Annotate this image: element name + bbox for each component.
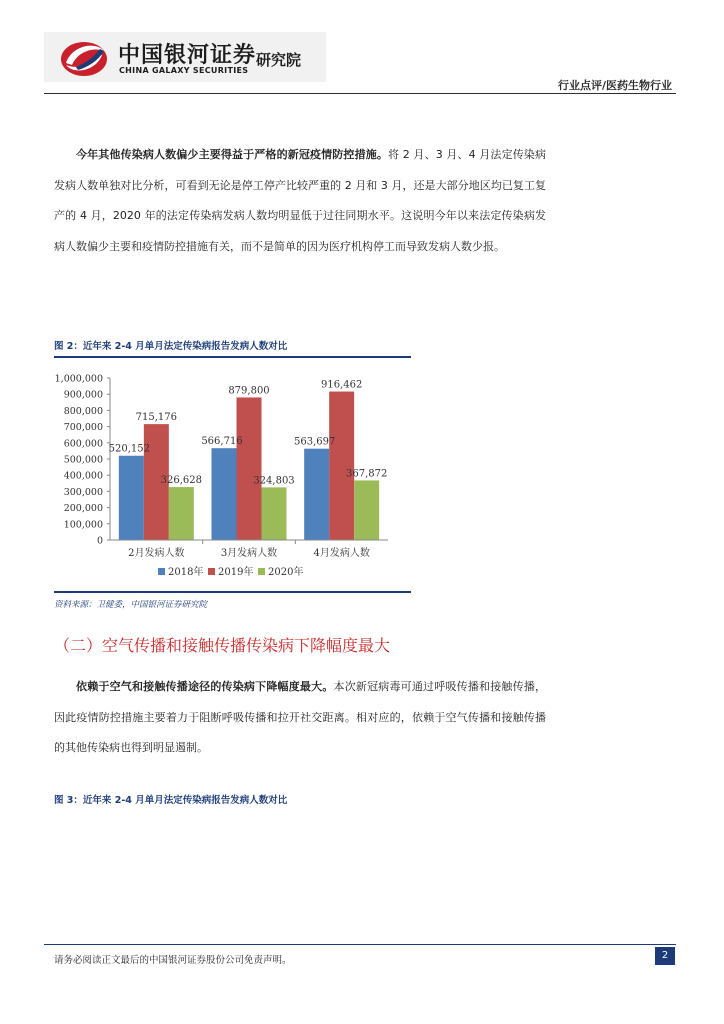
legend-label: 2019年: [218, 567, 254, 578]
y-tick-label: 0: [96, 535, 103, 547]
paragraph-1-lead: 今年其他传染病人数偏少主要得益于严格的新冠疫情防控措施。: [76, 148, 389, 161]
legend-label: 2018年: [168, 567, 204, 578]
footer-divider: [44, 944, 676, 945]
page-number: 2: [655, 947, 675, 965]
x-category-label: 4月发病人数: [313, 548, 370, 559]
y-tick-label: 300,000: [63, 486, 103, 498]
bar-2018年-3月发病人数: [212, 448, 237, 540]
paragraph-1-body: 将 2 月、3 月、4 月法定传染病发病人数单独对比分析，可看到无论是停工停产比较严重的 2 月和 3 月，还是大部分地区均已复工复产的 4 月，2020 年的法定传染病发病人数均明显低于过往同期水平。这说明今年以来法定传染病发病人数偏少主要和疫情防控措施有关，而不是简单的因为医疗机构停工而导致发病人数少报。: [54, 148, 547, 253]
figure-2-top-rule: [54, 356, 411, 358]
bar-2019年-3月发病人数: [237, 397, 262, 540]
logo-english-name: CHINA GALAXY SECURITIES: [119, 66, 249, 75]
bar-2019年-4月发病人数: [329, 392, 354, 540]
bar-2020年-2月发病人数: [169, 487, 194, 540]
y-tick-label: 200,000: [63, 503, 103, 515]
section-heading: （二）空气传播和接触传播传染病下降幅度最大: [54, 636, 391, 655]
y-tick-label: 800,000: [63, 405, 103, 417]
chart-legend: [158, 565, 303, 578]
logo-institute-name: 研究院: [256, 51, 302, 69]
legend-swatch: [208, 568, 215, 575]
y-tick-label: 900,000: [63, 389, 103, 401]
bar-data-label: 520,152: [108, 443, 151, 455]
y-tick-label: 1,000,000: [54, 373, 103, 385]
paragraph-2-lead: 依赖于空气和接触传播途径的传染病下降幅度最大。: [76, 680, 334, 693]
report-category: 行业点评/医药生物行业: [557, 79, 672, 92]
body-paragraph-1: [54, 140, 546, 262]
y-axis: [55, 374, 110, 547]
bar-2018年-4月发病人数: [304, 449, 329, 540]
paragraph-2-body: 本次新冠病毒可通过呼吸传播和接触传播，因此疫情防控措施主要着力于阻断呼吸传播和拉开社交距离。相对应的，依赖于空气传播和接触传播的其他传染病也得到明显遏制。: [54, 680, 547, 755]
legend-swatch: [258, 568, 265, 575]
legend-label: 2020年: [268, 567, 304, 578]
figure-2-chart: [54, 362, 414, 590]
x-axis: [110, 540, 388, 559]
x-category-label: 2月发病人数: [128, 548, 185, 559]
y-tick-label: 100,000: [63, 519, 103, 531]
bar-data-label: 367,872: [345, 468, 388, 480]
logo-chinese-name: 中国银河证券: [118, 43, 257, 68]
bar-data-label: 879,800: [228, 385, 270, 397]
figure-3-title: 图 3：近年来 2-4 月单月法定传染病报告发病人数对比: [54, 795, 288, 806]
figure-2-bottom-rule: [54, 591, 411, 593]
footer-disclaimer: 请务必阅读正文最后的中国银河证券股份公司免责声明。: [54, 955, 292, 966]
bar-data-label: 563,697: [293, 436, 336, 448]
bar-data-label: 566,716: [201, 436, 243, 448]
bar-data-label: 326,628: [160, 475, 203, 487]
bar-data-label: 324,803: [253, 475, 295, 487]
figure-2-title: 图 2：近年来 2-4 月单月法定传染病报告发病人数对比: [54, 341, 288, 352]
bar-2020年-3月发病人数: [262, 487, 287, 540]
figure-2-source: 资料来源：卫健委，中国银河证券研究院: [54, 600, 208, 610]
bar-data-label: 715,176: [135, 412, 178, 424]
y-tick-label: 400,000: [63, 470, 103, 482]
bar-2018年-2月发病人数: [119, 456, 144, 540]
x-category-label: 3月发病人数: [220, 548, 278, 559]
legend-swatch: [158, 568, 165, 575]
body-paragraph-2: [54, 672, 546, 764]
y-tick-label: 600,000: [63, 438, 103, 450]
bar-2020年-4月发病人数: [354, 480, 379, 540]
page-header: [0, 0, 724, 100]
y-tick-label: 500,000: [63, 454, 103, 466]
galaxy-logo-icon: [58, 37, 114, 79]
bar-data-label: 916,462: [320, 379, 363, 391]
y-tick-label: 700,000: [63, 422, 103, 434]
header-divider: [44, 93, 676, 94]
